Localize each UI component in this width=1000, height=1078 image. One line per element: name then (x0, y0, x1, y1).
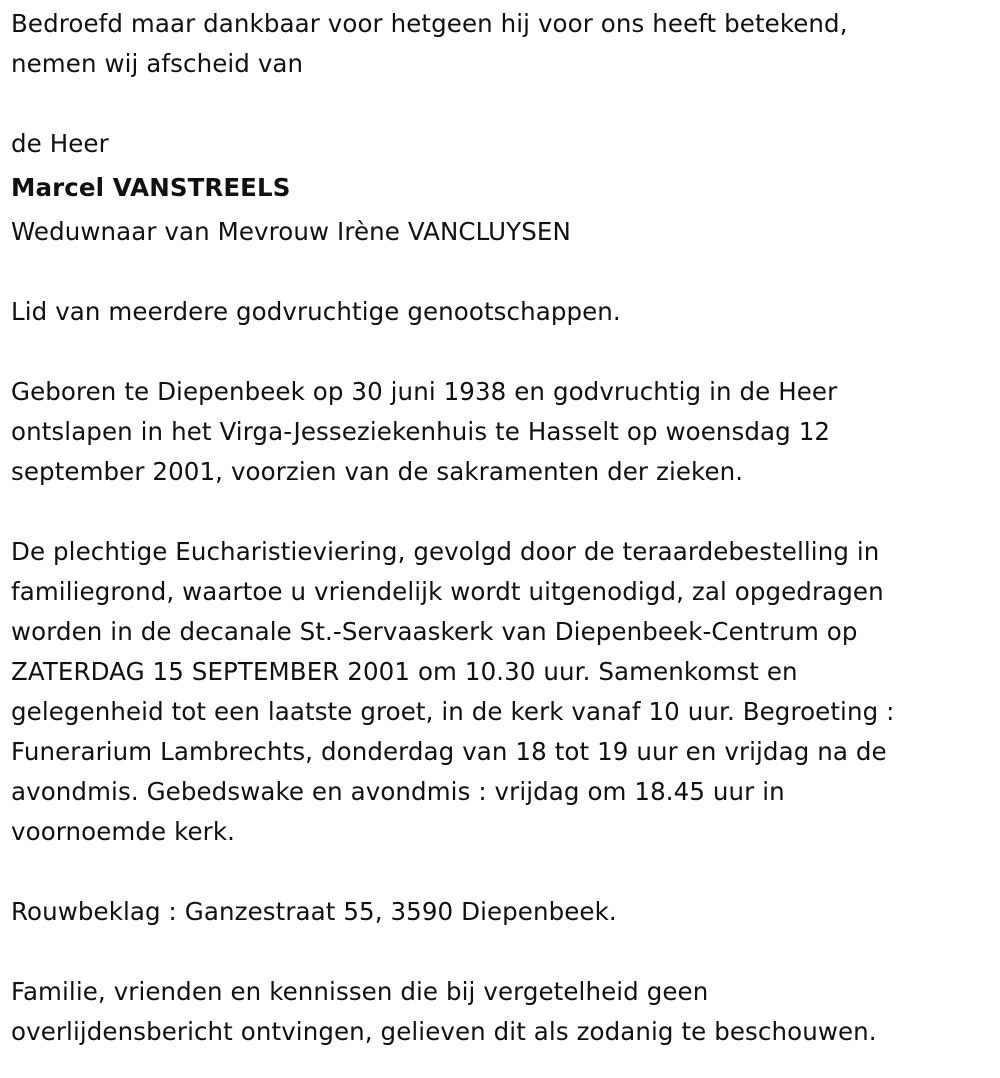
ceremony-paragraph (11, 532, 986, 852)
condolence-paragraph (11, 892, 986, 932)
closing-line-2: overlijdensbericht ontvingen, gelieven dit als zodanig te beschouwen. (11, 1017, 877, 1046)
intro-paragraph (11, 4, 986, 84)
deceased-name: Marcel VANSTREELS (11, 173, 291, 202)
intro-line-1: Bedroefd maar dankbaar voor hetgeen hij voor ons heeft betekend, (11, 9, 848, 38)
membership-line: Lid van meerdere godvruchtige genootschappen. (11, 297, 621, 326)
birth-death-line-3: september 2001, voorzien van de sakramenten der zieken. (11, 457, 744, 486)
ceremony-line-7: avondmis. Gebedswake en avondmis : vrijdag om 18.45 uur in (11, 777, 785, 806)
deceased-block (11, 124, 986, 252)
condolence-address: Rouwbeklag : Ganzestraat 55, 3590 Diepenbeek. (11, 897, 617, 926)
birth-death-line-2: ontslapen in het Virga-Jesseziekenhuis te Hasselt op woensdag 12 (11, 417, 831, 446)
ceremony-line-4: ZATERDAG 15 SEPTEMBER 2001 om 10.30 uur. Samenkomst en (11, 657, 798, 686)
membership-paragraph (11, 292, 986, 332)
ceremony-line-5: gelegenheid tot een laatste groet, in de kerk vanaf 10 uur. Begroeting : (11, 697, 895, 726)
deceased-title: de Heer (11, 129, 109, 158)
closing-line-1: Familie, vrienden en kennissen die bij vergetelheid geen (11, 977, 709, 1006)
deceased-relation: Weduwnaar van Mevrouw Irène VANCLUYSEN (11, 217, 571, 246)
closing-paragraph (11, 972, 986, 1052)
birth-death-line-1: Geboren te Diepenbeek op 30 juni 1938 en godvruchtig in de Heer (11, 377, 838, 406)
ceremony-line-3: worden in de decanale St.-Servaaskerk van Diepenbeek-Centrum op (11, 617, 858, 646)
ceremony-line-1: De plechtige Eucharistieviering, gevolgd door de teraardebestelling in (11, 537, 880, 566)
ceremony-line-2: familiegrond, waartoe u vriendelijk wordt uitgenodigd, zal opgedragen (11, 577, 884, 606)
birth-death-paragraph (11, 372, 986, 492)
intro-line-2: nemen wij afscheid van (11, 49, 304, 78)
ceremony-line-6: Funerarium Lambrechts, donderdag van 18 tot 19 uur en vrijdag na de (11, 737, 887, 766)
ceremony-line-8: voornoemde kerk. (11, 817, 236, 846)
